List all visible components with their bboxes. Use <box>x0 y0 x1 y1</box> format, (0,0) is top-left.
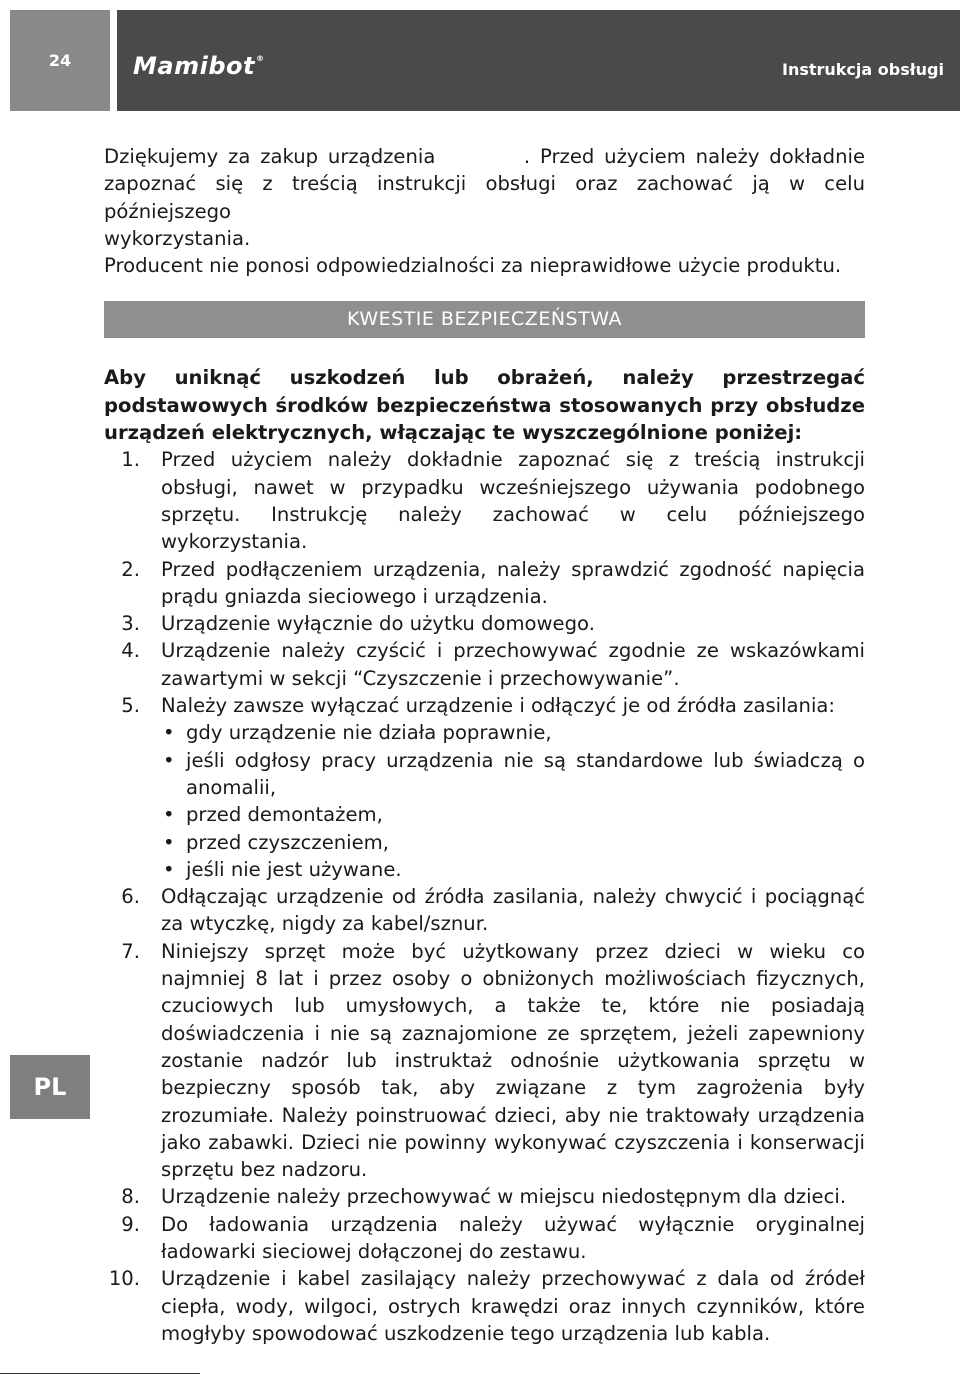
registered-mark: ® <box>255 54 265 63</box>
brand-name: Mamibot <box>133 52 255 80</box>
list-item <box>104 556 865 611</box>
header-bar <box>117 10 960 111</box>
list-item <box>104 1211 865 1266</box>
safety-lead: Aby uniknąć uszkodzeń lub obrażeń, należy przestrzegać podstawowych środków bezpieczeństwa stosowanych przy obsłudze urządzeń elektrycznych, włączając te wyszczególnione poniżej: <box>104 366 865 445</box>
item-text: Odłączając urządzenie od źródła zasilania, należy chwycić i pociągnąć za wtyczkę, nigdy za kabel/sznur. <box>161 885 865 936</box>
bullet-text: przed demontażem, <box>186 803 383 827</box>
bullet-item <box>161 856 865 883</box>
safety-rules-list <box>104 446 865 1347</box>
item-text: Do ładowania urządzenia należy używać wyłącznie oryginalnej ładowarki sieciowej dołączonej do zestawu. <box>161 1212 865 1263</box>
bullet-icon: • <box>163 830 175 854</box>
item-text: Należy zawsze wyłączać urządzenie i odłączyć je od źródła zasilania: <box>161 694 836 718</box>
intro-line-2: zapoznać się z treścią instrukcji obsługi oraz zachować ją w celu późniejszego <box>104 172 865 223</box>
list-item <box>104 938 865 1184</box>
bullet-icon: • <box>163 721 175 745</box>
page-content <box>104 143 865 1347</box>
list-item <box>104 1183 865 1210</box>
item-number: 6. <box>121 885 140 909</box>
manual-title: Instrukcja obsługi <box>781 60 944 79</box>
list-item <box>104 1265 865 1347</box>
bullet-text: przed czyszczeniem, <box>186 830 389 854</box>
section-heading-text: KWESTIE BEZPIECZEŃSTWA <box>347 308 622 331</box>
item-text: Przed użyciem należy dokładnie zapoznać się z treścią instrukcji obsługi, nawet w przypadku wcześniejszego używania podobnego sprzętu. Instrukcję należy zachować w celu późniejszego wykorzystania. <box>161 448 865 554</box>
item-number: 3. <box>121 612 140 636</box>
bullet-item <box>161 747 865 802</box>
bullet-item <box>161 719 865 746</box>
item-text: Niniejszy sprzęt może być użytkowany przez dzieci w wieku co najmniej 8 lat i przez osoby o obniżonych możliwościach fizycznych, czuciowych lub umysłowych, a także te, które nie posiadają doświadczenia i nie są zaznajomione ze sprzętem, jeżeli zapewniony zostanie nadzór lub instruktaż odnośnie użytkowania sprzętu w bezpieczny sposób tak, aby związane z tym zagrożenia były zrozumiałe. Należy poinstruować dzieci, aby nie traktowały urządzenia jako zabawki. Dzieci nie powinny wykonywać czyszczenia i konserwacji sprzętu bez nadzoru. <box>161 939 865 1182</box>
item-text: Urządzenie należy przechowywać w miejscu niedostępnym dla dzieci. <box>161 1185 847 1209</box>
language-tab <box>10 1055 90 1119</box>
list-item <box>104 446 865 555</box>
item-number: 1. <box>121 448 140 472</box>
item-number: 4. <box>121 639 140 663</box>
list-item <box>104 883 865 938</box>
disconnect-conditions-list <box>161 719 865 883</box>
list-item <box>104 610 865 637</box>
bullet-icon: • <box>163 857 175 881</box>
item-number: 9. <box>121 1212 140 1236</box>
item-text: Urządzenie i kabel zasilający należy przechowywać z dala od źródeł ciepła, wody, wilgoci, ostrych krawędzi oraz innych czynników, które mogłyby spowodować uszkodzenie tego urządzenia lub kabla. <box>161 1267 865 1345</box>
intro-text <box>104 143 865 279</box>
bullet-icon: • <box>163 803 175 827</box>
page-number-text: 24 <box>48 51 72 70</box>
bullet-item <box>161 801 865 828</box>
intro-line-4: Producent nie ponosi odpowiedzialności za nieprawidłowe użycie produktu. <box>104 254 842 278</box>
item-text: Urządzenie należy czyścić i przechowywać zgodnie ze wskazówkami zawartymi w sekcji “Czyszczenie i przechowywanie”. <box>161 639 865 690</box>
page-number <box>10 10 110 111</box>
bullet-text: jeśli odgłosy pracy urządzenia nie są standardowe lub świadczą o anomalii, <box>186 748 865 799</box>
bullet-text: gdy urządzenie nie działa poprawnie, <box>186 721 552 745</box>
list-item <box>104 637 865 692</box>
item-number: 10. <box>108 1267 140 1291</box>
bullet-text: jeśli nie jest używane. <box>186 857 402 881</box>
item-number: 7. <box>121 939 140 963</box>
list-item <box>104 692 865 883</box>
item-number: 8. <box>121 1185 140 1209</box>
language-tab-text: PL <box>33 1073 67 1101</box>
brand-logo <box>133 52 264 80</box>
intro-line-1: Dziękujemy za zakup urządzenia . Przed użyciem należy dokładnie <box>104 145 865 168</box>
item-number: 2. <box>121 557 140 581</box>
section-heading-safety <box>104 301 865 338</box>
bullet-icon: • <box>163 748 175 772</box>
item-text: Przed podłączeniem urządzenia, należy sprawdzić zgodność napięcia prądu gniazda sieciowego i urządzenia. <box>161 557 865 608</box>
footer-rule <box>0 1373 200 1374</box>
bullet-item <box>161 829 865 856</box>
item-number: 5. <box>121 694 140 718</box>
item-text: Urządzenie wyłącznie do użytku domowego. <box>161 612 595 636</box>
intro-line-3: wykorzystania. <box>104 226 251 250</box>
